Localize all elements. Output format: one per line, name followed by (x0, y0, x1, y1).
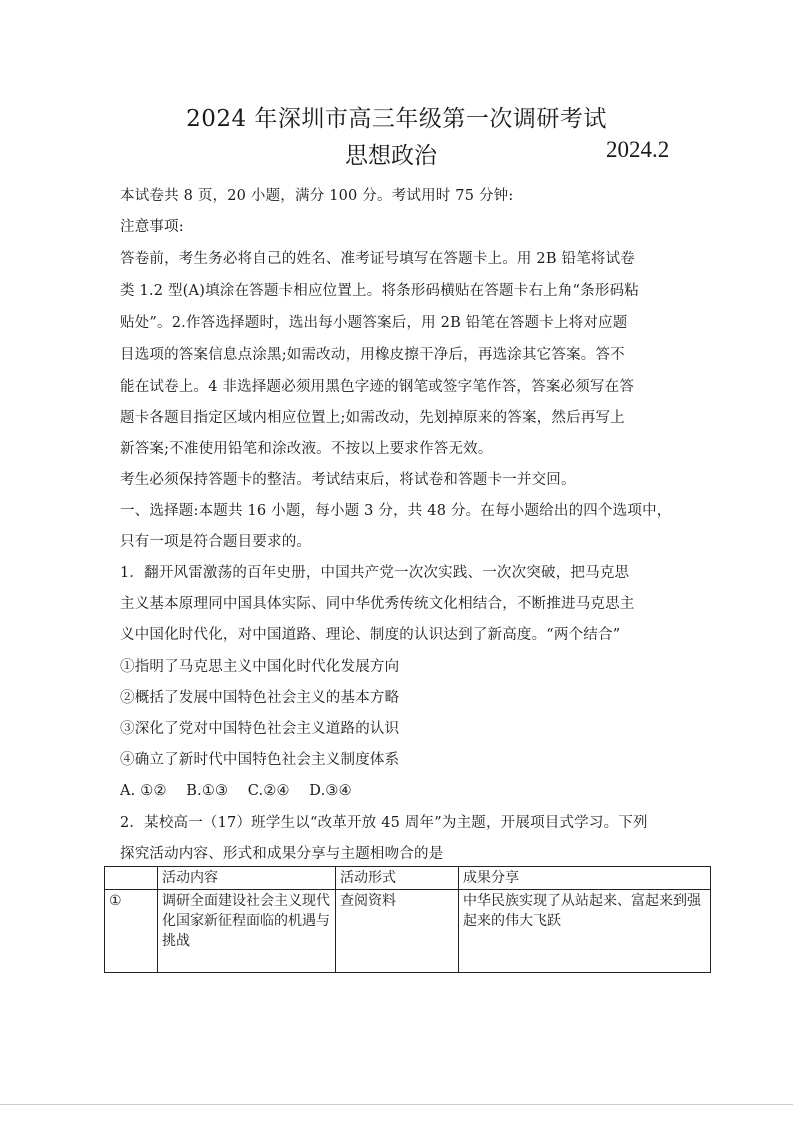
question-1-stem: 义中国化时代化，对中国道路、理论、制度的认识达到了新高度。“两个结合” (120, 627, 621, 643)
table-row (105, 890, 711, 973)
footer-rule (0, 1104, 793, 1105)
question-2-stem: 2．某校高一（17）班学生以“改革开放 45 周年”为主题，开展项目式学习。下列 (120, 815, 648, 831)
notice-line: 能在试卷上。4 非选择题必须用黑色字迹的钢笔或签字笔作答，答案必须写在答 (120, 379, 635, 395)
intro-line: 本试卷共 8 页，20 小题，满分 100 分。考试用时 75 分钟: (120, 188, 514, 204)
question-1-stem: 主义基本原理同中国具体实际、同中华优秀传统文化相结合，不断推进马克思主 (120, 596, 635, 612)
subject-title: 思想政治 (345, 143, 437, 169)
table-header-cell: 活动内容 (158, 867, 336, 890)
question-2-stem: 探究活动内容、形式和成果分享与主题相吻合的是 (120, 846, 444, 862)
notice-line: 目选项的答案信息点涂黑;如需改动，用橡皮擦干净后，再选涂其它答案。答不 (120, 347, 625, 363)
question-1-statement: ④确立了新时代中国特色社会主义制度体系 (120, 752, 400, 768)
question-1-stem: 1．翻开风雷激荡的百年史册，中国共产党一次次实践、一次次突破，把马克思 (120, 565, 630, 581)
section-heading: 一、选择题:本题共 16 小题，每小题 3 分，共 48 分。在每小题给出的四个选项中， (120, 503, 672, 519)
table-header-cell (105, 867, 158, 890)
table-header-cell: 成果分享 (459, 867, 711, 890)
notice-line: 新答案;不准使用铅笔和涂改液。不按以上要求作答无效。 (120, 441, 493, 457)
notice-line: 贴处”。2.作答选择题时，选出每小题答案后，用 2B 铅笔在答题卡上将对应题 (120, 315, 628, 331)
notice-line: 题卡各题目指定区域内相应位置上;如需改动，先划掉原来的答案，然后再写上 (120, 410, 625, 426)
table-header-cell: 活动形式 (336, 867, 459, 890)
table-cell: 查阅资料 (336, 890, 459, 973)
question-1-options: A. ①② B.①③ C.②④ D.③④ (120, 783, 352, 799)
question-1-statement: ①指明了马克思主义中国化时代化发展方向 (120, 659, 400, 675)
table-cell: 调研全面建设社会主义现代化国家新征程面临的机遇与挑战 (158, 890, 336, 973)
table-cell: ① (105, 890, 158, 973)
activity-table (104, 866, 711, 973)
notice-line: 类 1.2 型(A)填涂在答题卡相应位置上。将条形码横贴在答题卡右上角“条形码粘 (120, 283, 639, 299)
exam-date: 2024.2 (606, 137, 670, 162)
notice-line: 答卷前，考生务必将自己的姓名、准考证号填写在答题卡上。用 2B 铅笔将试卷 (120, 251, 635, 267)
section-heading: 只有一项是符合题目要求的。 (120, 534, 312, 550)
table-cell: 中华民族实现了从站起来、富起来到强起来的伟大飞跃 (459, 890, 711, 973)
notice-line: 考生必须保持答题卡的整洁。考试结束后，将试卷和答题卡一并交回。 (120, 472, 576, 488)
notice-heading: 注意事项: (120, 219, 184, 235)
table-header-row (105, 867, 711, 890)
exam-title: 2024 年深圳市高三年级第一次调研考试 (186, 106, 607, 132)
question-1-statement: ②概括了发展中国特色社会主义的基本方略 (120, 690, 400, 706)
question-1-statement: ③深化了党对中国特色社会主义道路的认识 (120, 721, 400, 737)
